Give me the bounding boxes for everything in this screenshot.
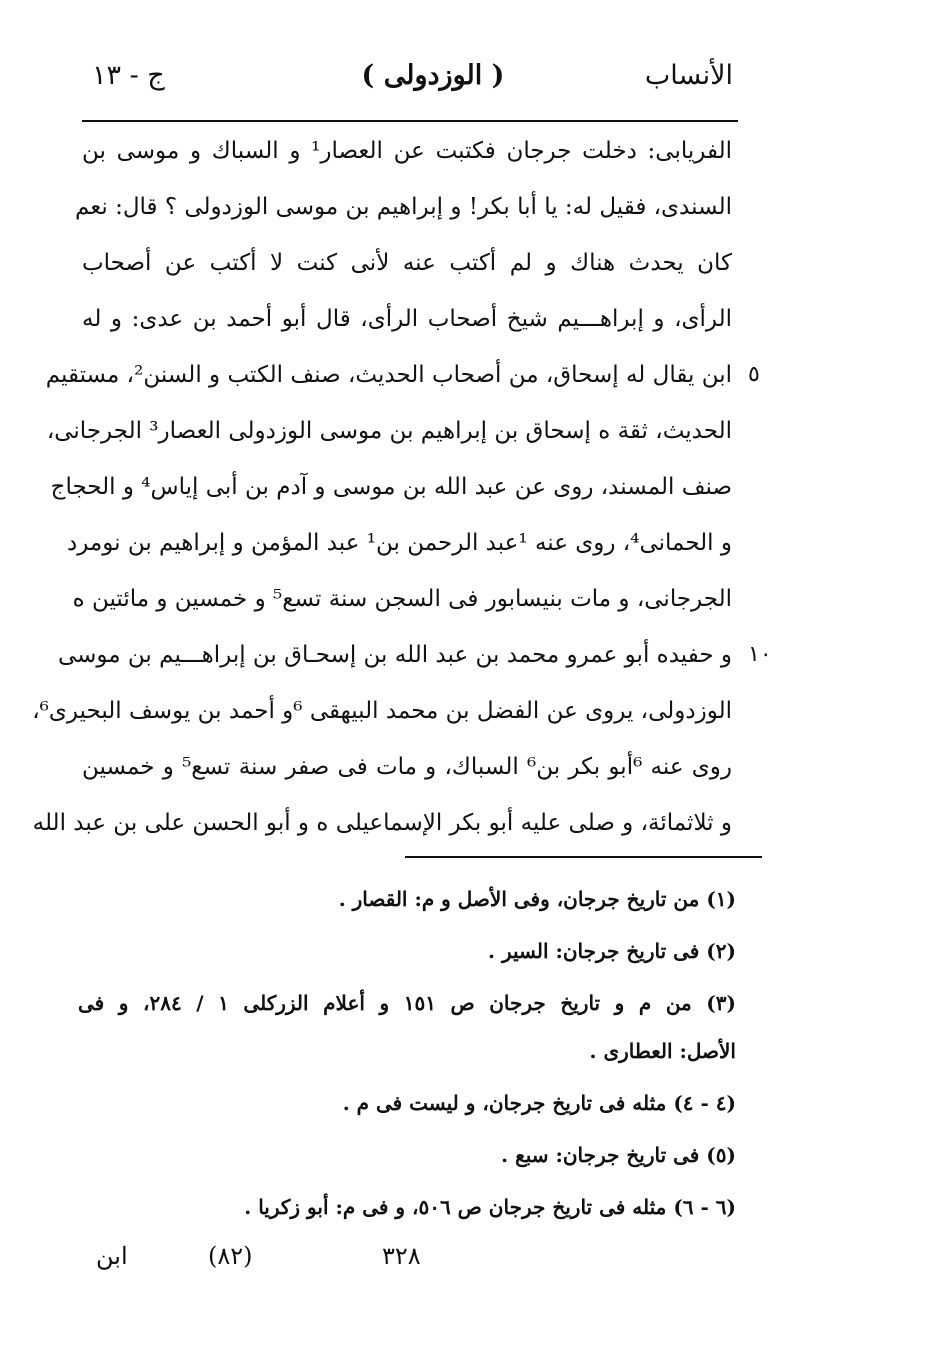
footnote-rule [405, 856, 762, 858]
header-rule [82, 120, 738, 122]
footnote: (٦ - ٦) مثله فى تاريخ جرجان ص ٥٠٦، و فى م: أبو زكريا . [244, 1195, 736, 1219]
text-line: الفريابى: دخلت جرجان فكتبت عن العصار¹ و السباك و موسى بن [82, 138, 732, 164]
footnote: (٤ - ٤) مثله فى تاريخ جرجان، و ليست فى م . [342, 1091, 736, 1115]
line-number-10: ١٠ [748, 642, 772, 667]
text-line: الجرجانى، و مات بنيسابور فى السجن سنة تسع⁵ و خمسين و مائتين ه [72, 586, 732, 612]
text-line: الوزدولى، يروى عن الفضل بن محمد البيهقى ⁶و أحمد بن يوسف البحيرى⁶، [32, 698, 732, 724]
footnote: (٣) من م و تاريخ جرجان ص ١٥١ و أعلام الزركلى ١ / ٢٨٤، و فى [78, 991, 736, 1015]
text-line: الرأى، و إبراهـــيم شيخ أصحاب الرأى، قال أبو أحمد بن عدى: و له [82, 306, 732, 332]
catchword: ابن [96, 1242, 128, 1270]
footnote: (١) من تاريخ جرجان، وفى الأصل و م: القصار . [338, 887, 736, 911]
text-line: و ثلاثمائة، و صلى عليه أبو بكر الإسماعيلى ه و أبو الحسن على بن عبد الله [32, 810, 732, 836]
text-line: كان يحدث هناك و لم أكتب عنه لأنى كنت لا أكتب عن أصحاب [82, 250, 732, 276]
page-number: ٣٢٨ [382, 1242, 421, 1270]
entry-title: ( الوزدولى ) [361, 60, 505, 91]
book-title: الأنساب [644, 60, 733, 91]
text-line: السندى، فقيل له: يا أبا بكر! و إبراهيم بن موسى الوزدولى ؟ قال: نعم [74, 194, 732, 220]
footnote-continuation: الأصل: العطارى . [589, 1039, 736, 1063]
text-line: صنف المسند، روى عن عبد الله بن موسى و آدم بن أبى إياس⁴ و الحجاج [50, 474, 732, 500]
text-line: روى عنه ⁶أبو بكر بن⁶ السباك، و مات فى صفر سنة تسع⁵ و خمسين [82, 754, 733, 780]
text-line: الحديث، ثقة ه إسحاق بن إبراهيم بن موسى الوزدولى العصار³ الجرجانى، [46, 418, 732, 444]
footnote: (٥) فى تاريخ جرجان: سبع . [501, 1143, 736, 1167]
signature-mark: (٨٢) [208, 1242, 253, 1270]
line-number-5: ٥ [748, 362, 760, 387]
text-line: ابن يقال له إسحاق، من أصحاب الحديث، صنف الكتب و السنن²، مستقيم [45, 362, 732, 388]
volume-page-label: ج - ١٣ [92, 60, 165, 91]
text-line: و حفيده أبو عمرو محمد بن عبد الله بن إسحـاق بن إبراهـــيم بن موسى [57, 642, 732, 668]
footnote: (٢) فى تاريخ جرجان: السير . [488, 939, 736, 963]
text-line: و الحمانى⁴، روى عنه ¹عبد الرحمن بن¹ عبد المؤمن و إبراهيم بن نومرد [66, 530, 732, 556]
